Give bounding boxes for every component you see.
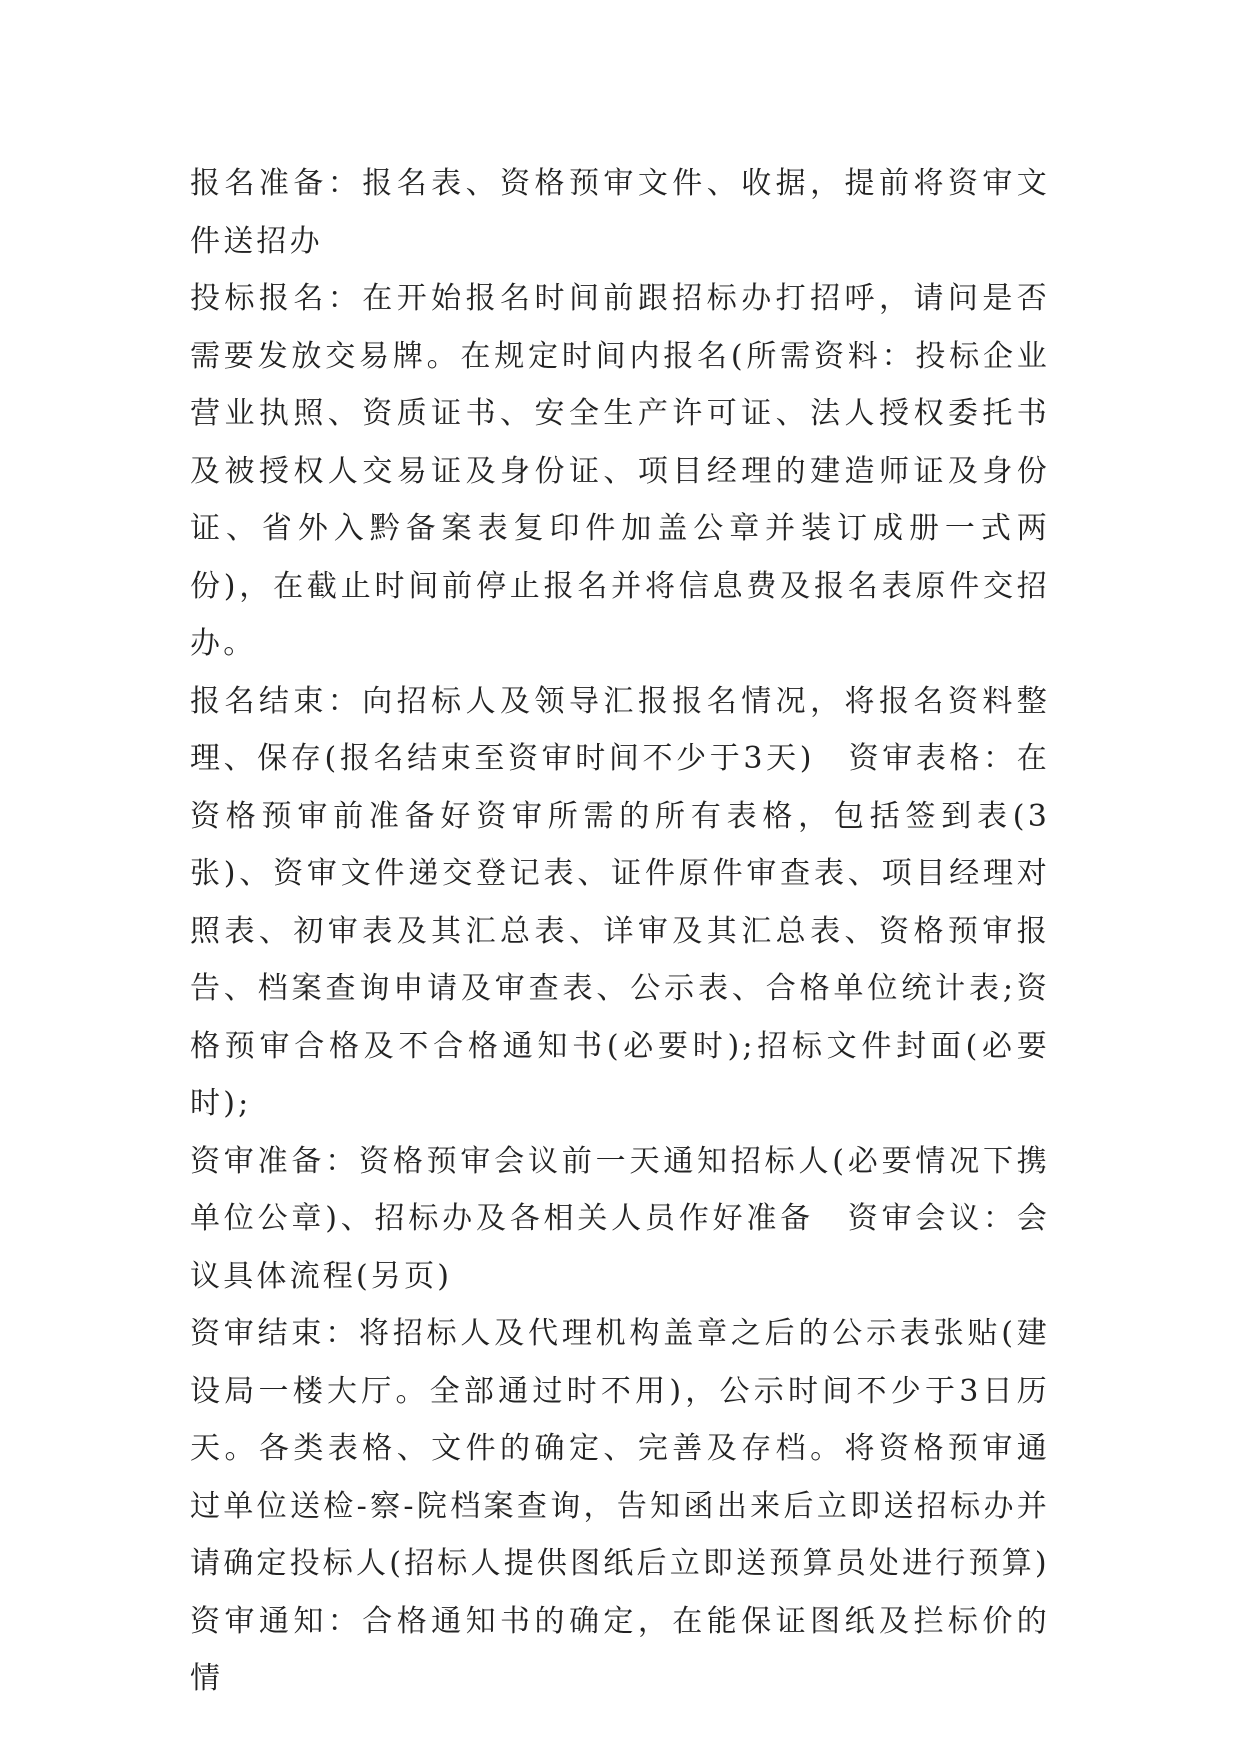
paragraph-bid-registration: 投标报名：在开始报名时间前跟招标办打招呼，请问是否需要发放交易牌。在规定时间内报名(所需资料：投标企业营业执照、资质证书、安全生产许可证、法人授权委托书及被授权人交易证及身份证、项目经理的建造师证及身份证、省外入黔备案表复印件加盖公章并装订成册一式两份)，在截止时间前停止报名并将信息费及报名表原件交招办。 (190, 281, 1050, 661)
paragraph-review-notice: 资审通知：合格通知书的确定，在能保证图纸及拦标价的情 (190, 1603, 1050, 1696)
document-body (190, 155, 1050, 1708)
paragraph-review-end: 资审结束：将招标人及代理机构盖章之后的公示表张贴(建设局一楼大厅。全部通过时不用)，公示时间不少于3日历天。各类表格、文件的确定、完善及存档。将资格预审通过单位送检-察-院档案查询，告知函出来后立即送招标办并请确定投标人(招标人提供图纸后立即送预算员处进行预算) (190, 1316, 1050, 1581)
paragraph-registration-preparation: 报名准备：报名表、资格预审文件、收据，提前将资审文件送招办 (190, 166, 1050, 259)
paragraph-registration-end: 报名结束：向招标人及领导汇报报名情况，将报名资料整理、保存(报名结束至资审时间不少于3天) 资审表格：在资格预审前准备好资审所需的所有表格，包括签到表(3张)、资审文件递交登记表、证件原件审查表、项目经理对照表、初审表及其汇总表、详审及其汇总表、资格预审报告、档案查询申请及审查表、公示表、合格单位统计表;资格预审合格及不合格通知书(必要时);招标文件封面(必要时); (190, 683, 1050, 1121)
paragraph-review-preparation: 资审准备：资格预审会议前一天通知招标人(必要情况下携单位公章)、招标办及各相关人员作好准备 资审会议：会议具体流程(另页) (190, 1143, 1050, 1294)
